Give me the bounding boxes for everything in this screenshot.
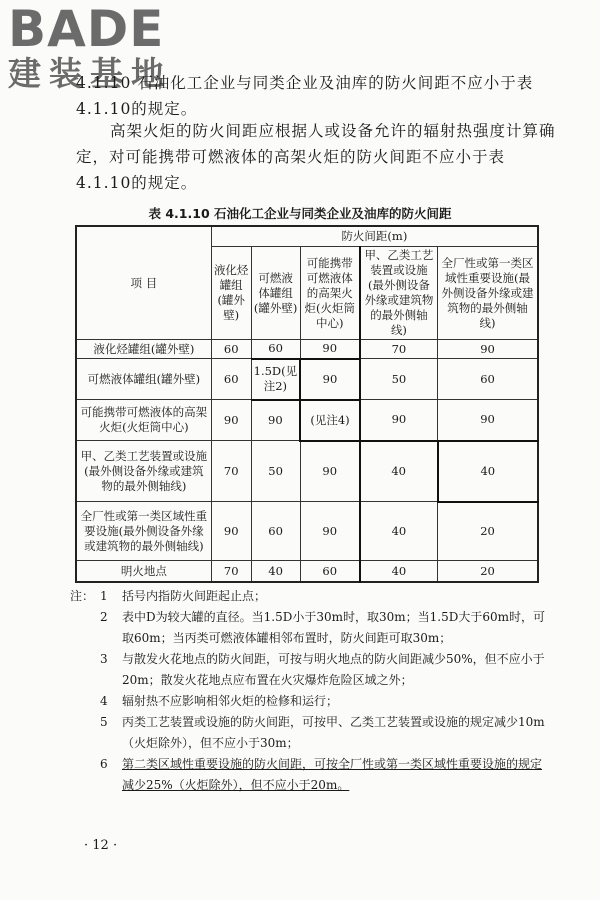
table-cell: 60: [300, 561, 360, 583]
table-cell: 60: [211, 359, 251, 400]
table-cell: 40: [360, 561, 438, 583]
column-header: 甲、乙类工艺装置或设施(最外侧设备外缘或建筑物的最外侧轴线): [360, 247, 438, 340]
row-label: 可能携带可燃液体的高架火炬(火炬筒中心): [76, 400, 211, 441]
table-row: [76, 340, 538, 359]
table-cell: 90: [438, 400, 538, 441]
row-label: 可燃液体罐组(罐外壁): [76, 359, 211, 400]
table-cell: 60: [251, 502, 300, 561]
group-header: 防火间距(m): [211, 226, 538, 247]
note-text: 辐射热不应影响相邻火炬的检修和运行；: [122, 694, 339, 708]
column-header: 可能携带可燃液体的高架火炬(火炬筒中心): [300, 247, 360, 340]
column-header: 液化烃罐组(罐外壁): [211, 247, 251, 340]
table-cell: 70: [360, 340, 438, 359]
row-label: 甲、乙类工艺装置或设施(最外侧设备外缘或建筑物的最外侧轴线): [76, 441, 211, 502]
notes-label: 注：: [70, 589, 95, 603]
note-number: 2: [100, 610, 108, 624]
table-notes: [70, 586, 546, 796]
note-item: [96, 649, 546, 691]
note-text: 丙类工艺装置或设施的防火间距，可按甲、乙类工艺装置或设施的规定减少10m（火炬除外），但不应小于30m；: [122, 715, 545, 750]
note-item: [96, 712, 546, 754]
paragraph-4-1-10: 4.1.10 石油化工企业与同类企业及油库的防火间距不应小于表4.1.10的规定。: [76, 74, 534, 118]
note-number: 5: [100, 715, 108, 729]
table-row: [76, 561, 538, 583]
table-cell: (见注4): [300, 400, 360, 441]
table-cell: 20: [438, 502, 538, 561]
note-item: [96, 754, 546, 796]
table-cell: 50: [360, 359, 438, 400]
note-text: 括号内指防火间距起止点；: [122, 589, 267, 603]
note-number: 6: [100, 757, 108, 771]
table-cell: 40: [360, 502, 438, 561]
table-cell: 50: [251, 441, 300, 502]
table-row: [76, 400, 538, 441]
table-cell: 90: [211, 400, 251, 441]
note-item: [96, 691, 546, 712]
note-text: 与散发火花地点的防火间距，可按与明火地点的防火间距减少50%，但不应小于20m；散发火花地点应布置在火灾爆炸危险区域之外；: [122, 652, 545, 687]
table-cell: 90: [300, 441, 360, 502]
table-cell: 90: [438, 340, 538, 359]
row-label: 全厂性或第一类区域性重要设施(最外侧设备外缘或建筑物的最外侧轴线): [76, 502, 211, 561]
table-cell: 40: [360, 441, 438, 502]
row-label: 液化烃罐组(罐外壁): [76, 340, 211, 359]
table-cell: 60: [251, 340, 300, 359]
table-cell: 90: [251, 400, 300, 441]
column-header: 全厂性或第一类区域性重要设施(最外侧设备外缘或建筑物的最外侧轴线): [438, 247, 538, 340]
fire-distance-table: [75, 225, 539, 583]
table-cell: 60: [211, 340, 251, 359]
table-cell: 40: [251, 561, 300, 583]
note-text: 表中D为较大罐的直径。当1.5D小于30m时，取30m；当1.5D大于60m时，可取60m；当丙类可燃液体罐相邻布置时，防火间距可取30m；: [122, 610, 545, 645]
paragraph-flare: 高架火炬的防火间距应根据人或设备允许的辐射热强度计算确定，对可能携带可燃液体的高架火炬的防火间距不应小于表4.1.10的规定。: [76, 122, 556, 192]
note-number: 1: [100, 589, 108, 603]
row-label: 明火地点: [76, 561, 211, 583]
table-cell: 90: [300, 340, 360, 359]
table-cell: 40: [438, 441, 538, 502]
table-cell: 90: [300, 502, 360, 561]
note-number: 3: [100, 652, 108, 666]
table-row: [76, 359, 538, 400]
table-cell: 1.5D(见注2): [251, 359, 300, 400]
table-cell: 60: [438, 359, 538, 400]
note-number: 4: [100, 694, 108, 708]
page-number: · 12 ·: [84, 838, 118, 853]
table-header-row: [76, 226, 538, 247]
logo-wordmark: BADE: [8, 0, 165, 58]
table-caption: 表 4.1.10 石油化工企业与同类企业及油库的防火间距: [148, 206, 452, 221]
table-cell: 70: [211, 561, 251, 583]
table-cell: 90: [360, 400, 438, 441]
logo-subtitle: 建装基地: [8, 54, 172, 93]
note-text: 第二类区域性重要设施的防火间距，可按全厂性或第一类区域性重要设施的规定减少25%（火炬除外），但不应小于20m。: [122, 757, 543, 792]
table-cell: 20: [438, 561, 538, 583]
note-item: [96, 586, 546, 607]
table-cell: 70: [211, 441, 251, 502]
item-header: 项 目: [76, 226, 211, 340]
column-header: 可燃液体罐组(罐外壁): [251, 247, 300, 340]
table-cell: 90: [300, 359, 360, 400]
note-item: [96, 607, 546, 649]
table-row: [76, 441, 538, 502]
table-row: [76, 502, 538, 561]
table-cell: 90: [211, 502, 251, 561]
